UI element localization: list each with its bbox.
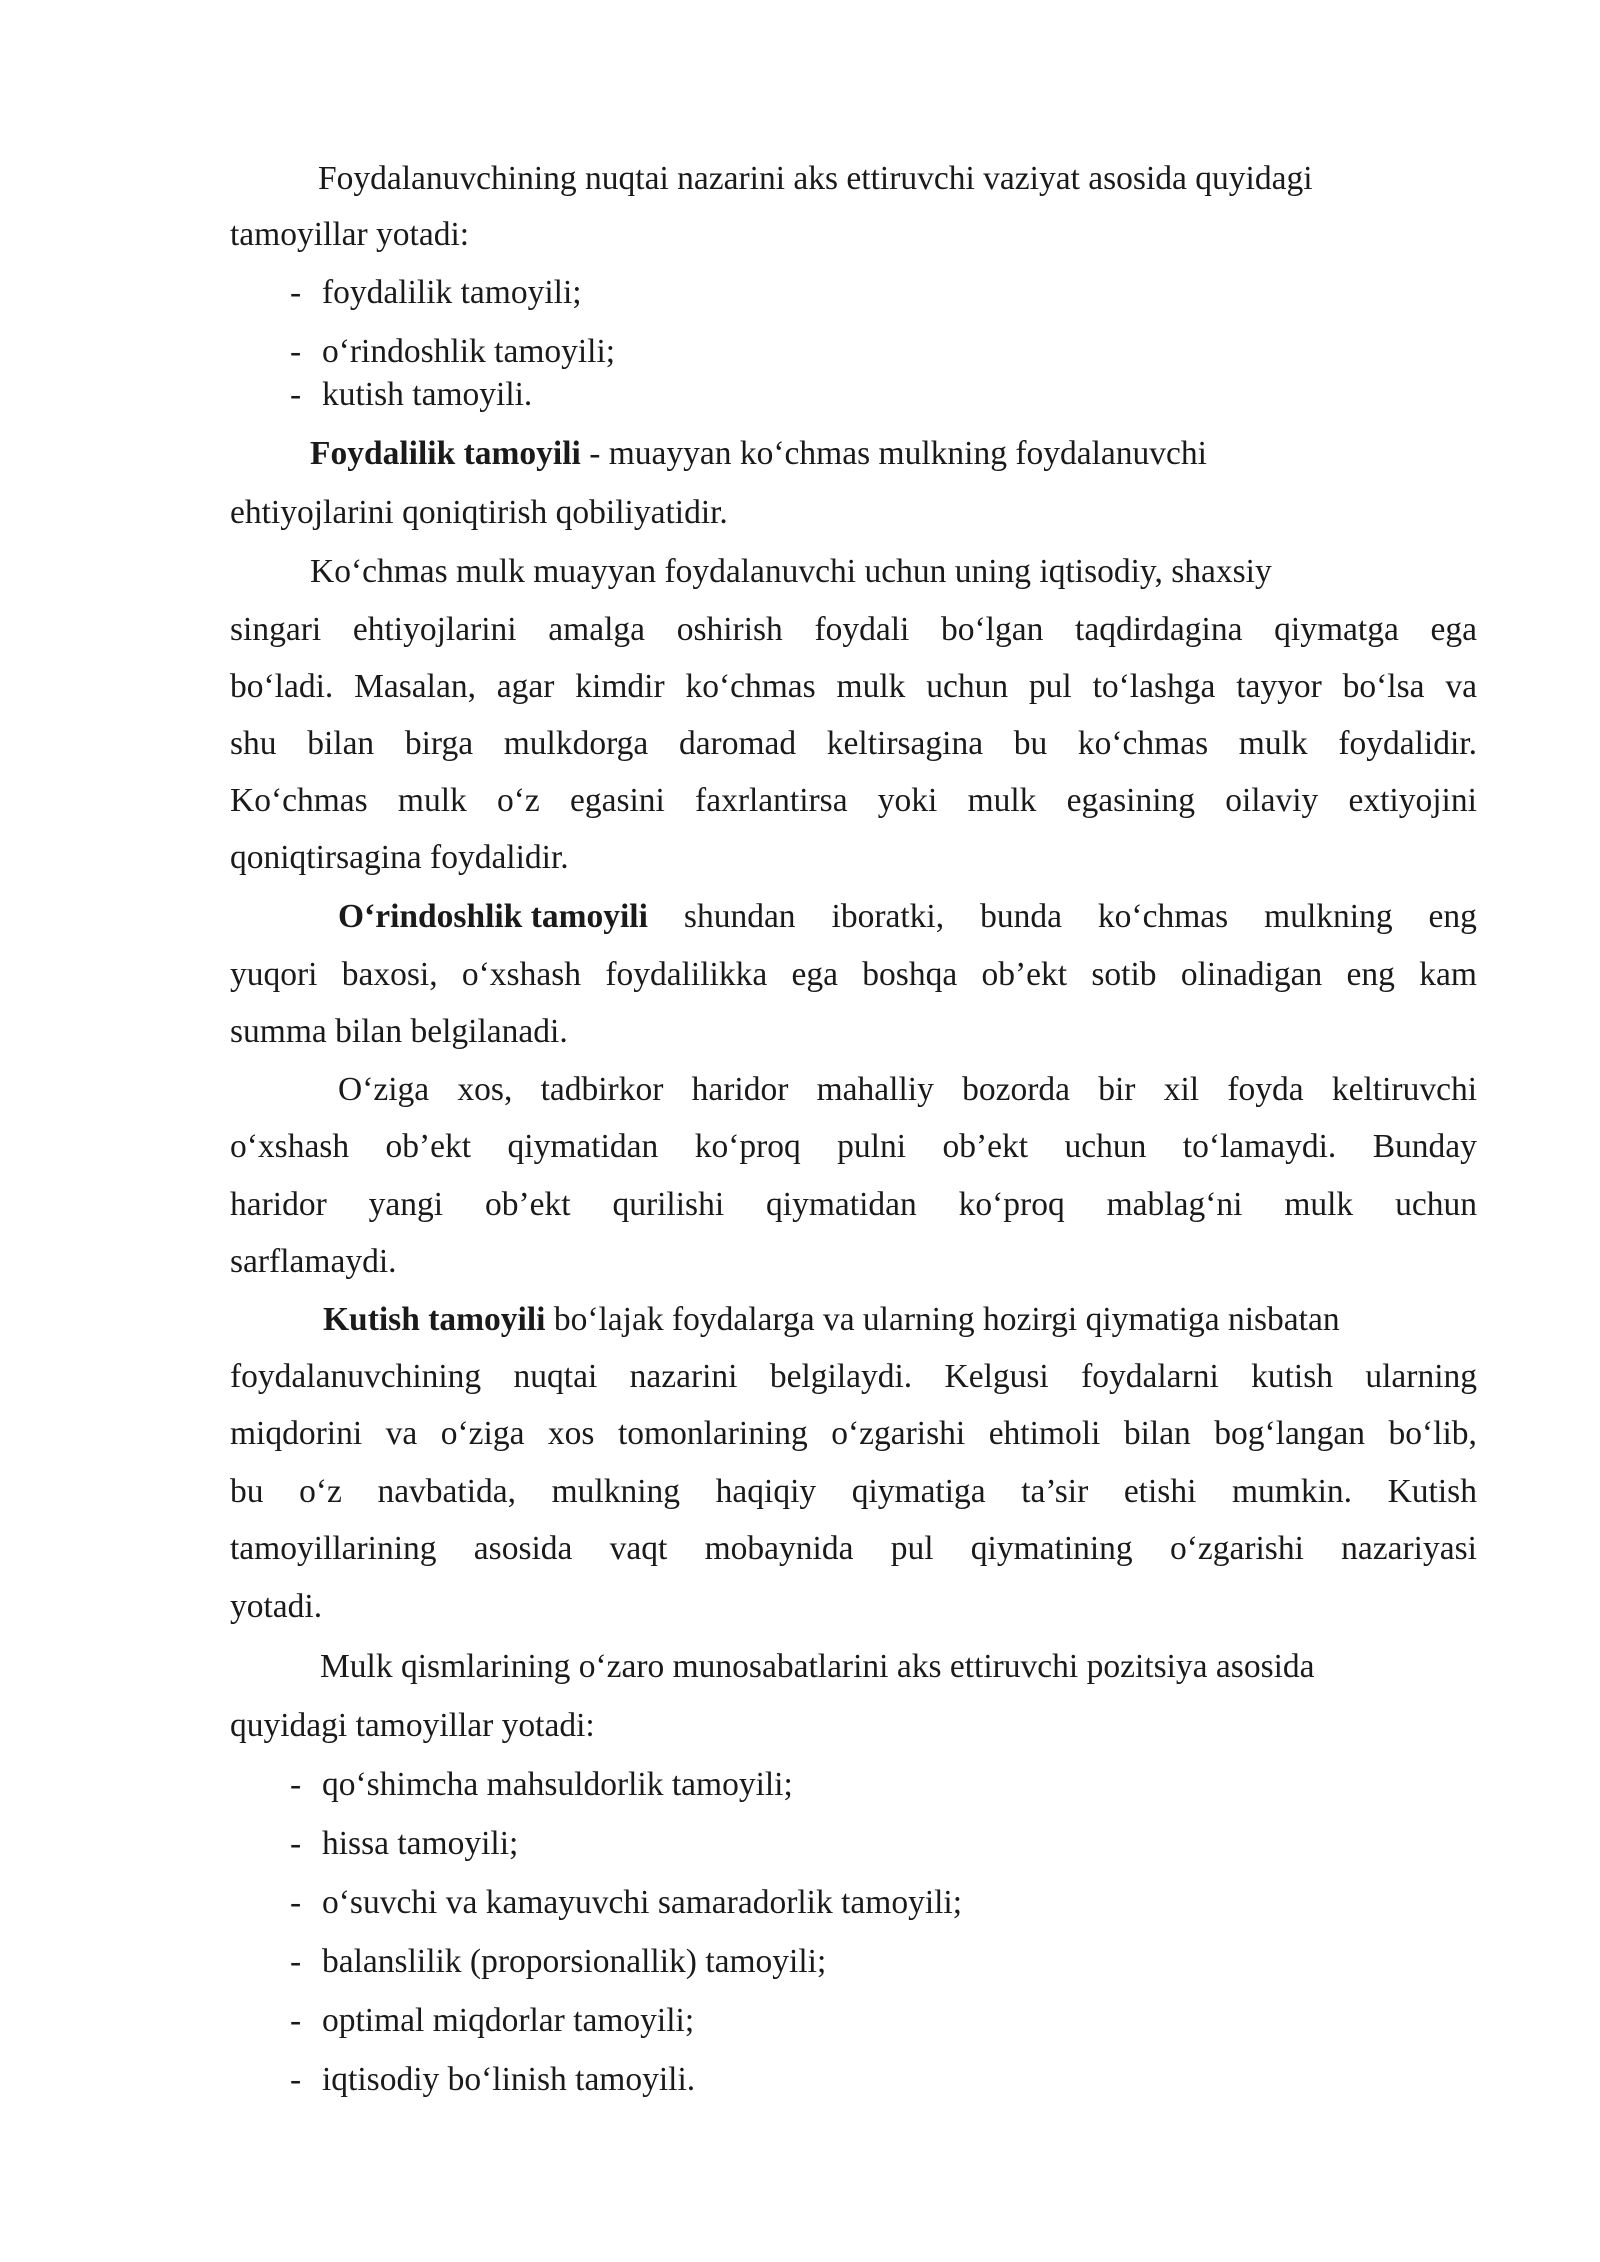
word: egasining bbox=[1066, 782, 1196, 819]
word: foydalidir. bbox=[1338, 725, 1477, 762]
paragraph-line-justified bbox=[230, 958, 1477, 992]
word: o‘z bbox=[496, 782, 540, 819]
word: ta’sir bbox=[1021, 1473, 1089, 1510]
word: haridor bbox=[230, 1186, 327, 1223]
paragraph-line-justified bbox=[230, 784, 1477, 818]
paragraph-line-justified bbox=[230, 613, 1477, 647]
word: yangi bbox=[368, 1186, 444, 1223]
paragraph-line: sarflamaydi. bbox=[230, 1243, 397, 1280]
word: tayyor bbox=[1236, 668, 1322, 705]
paragraph-line: yotadi. bbox=[230, 1588, 323, 1625]
word: oilaviy bbox=[1225, 782, 1319, 819]
word: xos bbox=[547, 1415, 595, 1452]
bold-term: Foydalilik tamoyili bbox=[310, 435, 581, 472]
word: foydalanuvchining bbox=[230, 1358, 482, 1395]
paragraph-line-justified bbox=[230, 1417, 1477, 1451]
list-item-text: iqtisodiy bo‘linish tamoyili. bbox=[322, 2061, 696, 2098]
list-item-text: balanslilik (proporsionallik) tamoyili; bbox=[322, 1943, 827, 1980]
word: faxrlantirsa bbox=[695, 782, 848, 819]
word: asosida bbox=[473, 1530, 573, 1567]
paragraph-text: - muayyan ko‘chmas mulkning foydalanuvchi bbox=[580, 435, 1207, 472]
list-dash: - bbox=[290, 2061, 302, 2098]
word: singari bbox=[230, 611, 322, 648]
list-item bbox=[290, 1827, 518, 1861]
word: o‘xshash bbox=[461, 956, 582, 993]
word: pul bbox=[890, 1530, 934, 1567]
paragraph-line bbox=[310, 437, 1207, 471]
paragraph-line: Ko‘chmas mulk muayyan foydalanuvchi uchun uning iqtisodiy, shaxsiy bbox=[310, 553, 1272, 590]
word: uchun bbox=[1395, 1186, 1477, 1223]
word: uchun bbox=[1064, 1128, 1147, 1165]
word: yoki bbox=[877, 782, 938, 819]
word: bo‘ladi. bbox=[230, 668, 334, 705]
list-dash: - bbox=[290, 1825, 302, 1862]
word: mablag‘ni bbox=[1106, 1186, 1243, 1223]
list-dash: - bbox=[290, 333, 302, 370]
word: o‘z bbox=[299, 1473, 342, 1510]
list-item bbox=[290, 276, 582, 310]
word: olinadigan bbox=[1180, 956, 1323, 993]
list-dash: - bbox=[290, 376, 302, 413]
word: o‘zgarishi bbox=[1169, 1530, 1304, 1567]
word: ko‘chmas bbox=[1077, 725, 1209, 762]
word: bir bbox=[1098, 1071, 1136, 1108]
word: o‘ziga bbox=[440, 1415, 525, 1452]
list-dash: - bbox=[290, 1943, 302, 1980]
word: Masalan, bbox=[354, 668, 476, 705]
word: mulk bbox=[397, 782, 467, 819]
word: yuqori bbox=[230, 956, 318, 993]
list-item-text: optimal miqdorlar tamoyili; bbox=[322, 2002, 695, 2039]
paragraph-line: ehtiyojlarini qoniqtirish qobiliyatidir. bbox=[230, 494, 728, 531]
word: ehtiyojlarini bbox=[352, 611, 517, 648]
list-item bbox=[290, 2004, 694, 2038]
word: ko‘proq bbox=[958, 1186, 1065, 1223]
paragraph-line-justified bbox=[338, 900, 1477, 934]
paragraph-line-justified bbox=[230, 1475, 1477, 1509]
word: iboratki, bbox=[831, 898, 945, 935]
paragraph-line: qoniqtirsagina foydalidir. bbox=[230, 839, 569, 876]
word: mahalliy bbox=[816, 1071, 934, 1108]
word: extiyojini bbox=[1348, 782, 1477, 819]
word: mulkning bbox=[551, 1473, 681, 1510]
paragraph-line bbox=[323, 1303, 1340, 1337]
word: bo‘lib, bbox=[1388, 1415, 1477, 1452]
intro-line-1: Foydalanuvchining nuqtai nazarini aks ettiruvchi vaziyat asosida quyidagi bbox=[318, 160, 1313, 197]
list-dash: - bbox=[290, 274, 302, 311]
word: tamoyillarining bbox=[230, 1530, 437, 1567]
word: ega bbox=[791, 956, 838, 993]
word: ko‘proq bbox=[694, 1128, 801, 1165]
paragraph-line-justified bbox=[230, 1188, 1477, 1222]
list-item-text: hissa tamoyili; bbox=[322, 1825, 519, 1862]
word: daromad bbox=[678, 725, 797, 762]
word: mulk bbox=[1284, 1186, 1354, 1223]
word: eng bbox=[1346, 956, 1395, 993]
word: ob’ekt bbox=[942, 1128, 1029, 1165]
word: shundan bbox=[683, 898, 796, 935]
word: oshirish bbox=[676, 611, 783, 648]
list-item bbox=[290, 335, 615, 369]
list-item bbox=[290, 378, 532, 412]
word: mulkdorga bbox=[503, 725, 649, 762]
word: Bunday bbox=[1372, 1128, 1477, 1165]
word: sotib bbox=[1091, 956, 1157, 993]
word: bilan bbox=[307, 725, 375, 762]
paragraph-line-justified bbox=[230, 670, 1477, 704]
word: uchun bbox=[926, 668, 1009, 705]
word: navbatida, bbox=[377, 1473, 517, 1510]
list-item-text: qo‘shimcha mahsuldorlik tamoyili; bbox=[322, 1766, 793, 1803]
word: to‘lamaydi. bbox=[1182, 1128, 1337, 1165]
word: etishi bbox=[1123, 1473, 1197, 1510]
word: foyda bbox=[1227, 1071, 1304, 1108]
word: bunda bbox=[980, 898, 1062, 935]
list-item-text: kutish tamoyili. bbox=[322, 376, 533, 413]
word: miqdorini bbox=[230, 1415, 363, 1452]
word: xil bbox=[1163, 1071, 1200, 1108]
word: kam bbox=[1419, 956, 1477, 993]
word: shu bbox=[230, 725, 277, 762]
word: kutish bbox=[1251, 1358, 1334, 1395]
word: bu bbox=[1013, 725, 1048, 762]
list-dash: - bbox=[290, 1884, 302, 1921]
list-item-text: o‘rindoshlik tamoyili; bbox=[322, 333, 616, 370]
word: egasini bbox=[569, 782, 665, 819]
word: birga bbox=[404, 725, 474, 762]
word: mulk bbox=[1238, 725, 1308, 762]
word: ega bbox=[1430, 611, 1477, 648]
word: kimdir bbox=[575, 668, 665, 705]
word: belgilaydi. bbox=[769, 1358, 913, 1395]
paragraph-line-justified bbox=[230, 1130, 1477, 1164]
word: qiymatga bbox=[1274, 611, 1399, 648]
word: nazariyasi bbox=[1341, 1530, 1477, 1567]
word: ehtimoli bbox=[988, 1415, 1101, 1452]
word: foydalarni bbox=[1081, 1358, 1219, 1395]
word: xos, bbox=[457, 1071, 513, 1108]
word: va bbox=[385, 1415, 418, 1452]
word: Kutish bbox=[1387, 1473, 1477, 1510]
paragraph-line-justified bbox=[230, 1360, 1477, 1394]
word: bilan bbox=[1123, 1415, 1191, 1452]
word: to‘lashga bbox=[1092, 668, 1216, 705]
list-item bbox=[290, 1886, 962, 1920]
word: tomonlarining bbox=[617, 1415, 808, 1452]
word: agar bbox=[496, 668, 555, 705]
intro-line-2: tamoyillar yotadi: bbox=[230, 216, 470, 253]
word: boshqa bbox=[862, 956, 958, 993]
paragraph-line: summa bilan belgilanadi. bbox=[230, 1013, 568, 1050]
word: ularning bbox=[1365, 1358, 1477, 1395]
paragraph-line-justified bbox=[230, 727, 1477, 761]
word: ob’ekt bbox=[385, 1128, 472, 1165]
bold-term: O‘rindoshlik tamoyili bbox=[338, 898, 648, 935]
word: ko‘chmas bbox=[685, 668, 816, 705]
word: bu bbox=[230, 1473, 264, 1510]
word: haridor bbox=[691, 1071, 789, 1108]
paragraph-line-justified bbox=[230, 1532, 1477, 1566]
list-item bbox=[290, 2063, 695, 2097]
word: bozorda bbox=[962, 1071, 1070, 1108]
word: haqiqiy bbox=[715, 1473, 817, 1510]
paragraph-line-justified bbox=[338, 1073, 1477, 1107]
word: tadbirkor bbox=[540, 1071, 664, 1108]
paragraph-text: bo‘lajak foydalarga va ularning hozirgi qiymatiga nisbatan bbox=[545, 1301, 1340, 1338]
word: foydali bbox=[814, 611, 910, 648]
word: ob’ekt bbox=[981, 956, 1068, 993]
word: amalga bbox=[548, 611, 646, 648]
word: pulni bbox=[837, 1128, 907, 1165]
word: nuqtai bbox=[513, 1358, 598, 1395]
word: eng bbox=[1428, 898, 1477, 935]
word: pul bbox=[1028, 668, 1072, 705]
word: mulkning bbox=[1264, 898, 1393, 935]
list-item bbox=[290, 1945, 826, 1979]
word: foydalilikka bbox=[605, 956, 768, 993]
list-dash: - bbox=[290, 2002, 302, 2039]
word: baxosi, bbox=[341, 956, 438, 993]
paragraph-line: Mulk qismlarining o‘zaro munosabatlarini aks ettiruvchi pozitsiya asosida bbox=[320, 1648, 1315, 1685]
word: Ko‘chmas bbox=[230, 782, 368, 819]
list-item bbox=[290, 1768, 793, 1802]
word: mumkin. bbox=[1231, 1473, 1353, 1510]
word: bog‘langan bbox=[1214, 1415, 1365, 1452]
word: qurilishi bbox=[612, 1186, 725, 1223]
word: keltirsagina bbox=[826, 725, 984, 762]
list-item-text: o‘suvchi va kamayuvchi samaradorlik tamoyili; bbox=[322, 1884, 963, 1921]
list-item-text: foydalilik tamoyili; bbox=[322, 274, 582, 311]
word: mobaynida bbox=[704, 1530, 854, 1567]
word: Kelgusi bbox=[944, 1358, 1049, 1395]
word: ko‘chmas bbox=[1097, 898, 1229, 935]
word: O‘ziga bbox=[338, 1071, 430, 1108]
word: taqdirdagina bbox=[1075, 611, 1243, 648]
word: o‘xshash bbox=[230, 1128, 350, 1165]
word: bo‘lgan bbox=[941, 611, 1044, 648]
word: qiymatidan bbox=[507, 1128, 659, 1165]
word: mulk bbox=[967, 782, 1037, 819]
word: ob’ekt bbox=[484, 1186, 571, 1223]
word: keltiruvchi bbox=[1331, 1071, 1477, 1108]
word: bo‘lsa bbox=[1342, 668, 1425, 705]
word: qiymatidan bbox=[766, 1186, 917, 1223]
word: o‘zgarishi bbox=[831, 1415, 966, 1452]
list-dash: - bbox=[290, 1766, 302, 1803]
word: mulk bbox=[836, 668, 906, 705]
word: nazarini bbox=[629, 1358, 738, 1395]
word: qiymatining bbox=[970, 1530, 1133, 1567]
word: vaqt bbox=[609, 1530, 668, 1567]
word: qiymatiga bbox=[851, 1473, 986, 1510]
word: va bbox=[1445, 668, 1477, 705]
bold-term: Kutish tamoyili bbox=[323, 1301, 546, 1338]
paragraph-line: quyidagi tamoyillar yotadi: bbox=[230, 1707, 595, 1744]
